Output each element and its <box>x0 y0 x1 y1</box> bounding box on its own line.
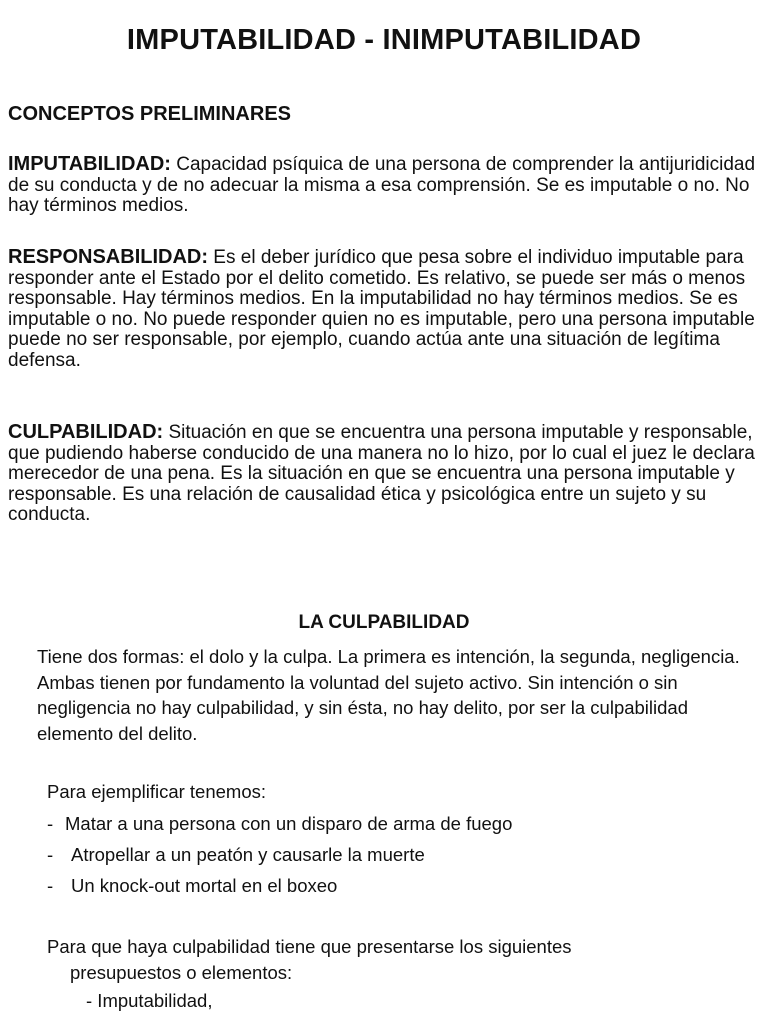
culpabilidad-paragraph: Tiene dos formas: el dolo y la culpa. La primera es intención, la segunda, negligencia. Ambas tienen por fundamento la voluntad del sujeto activo. Sin intención o sin negligencia no hay culpabilidad, y sin ésta, no hay delito, por ser la culpabilidad elemento del delito. <box>37 646 740 745</box>
list-item <box>47 812 512 843</box>
document-title: IMPUTABILIDAD - INIMPUTABILIDAD <box>126 24 642 56</box>
definition-term: CULPABILIDAD: <box>8 421 164 443</box>
requirements-intro <box>47 934 747 985</box>
definition-text: Situación en que se encuentra una persona imputable y responsable, que pudiendo haberse conducido de una manera no lo hizo, por lo cual el juez le declara merecedor de una pena. Es la situación en que se encuentra una persona imputable y responsable. Es una relación de causalidad ética y psicológica entre un sujeto y su conducta. <box>8 422 755 526</box>
definition-responsabilidad <box>8 247 760 372</box>
dash-bullet: - <box>47 844 54 865</box>
examples-intro: Para ejemplificar tenemos: <box>47 781 267 802</box>
definition-term: IMPUTABILIDAD: <box>8 153 171 175</box>
definition-term: RESPONSABILIDAD: <box>8 246 209 268</box>
list-item <box>47 843 512 874</box>
requirement-item: - Imputabilidad, <box>86 990 213 1011</box>
example-text: Atropellar a un peatón y causarle la muerte <box>71 844 425 865</box>
culpabilidad-heading: LA CULPABILIDAD <box>298 612 470 633</box>
list-item <box>47 874 512 905</box>
definition-culpabilidad <box>8 422 760 526</box>
examples-list <box>47 812 512 905</box>
preliminary-concepts-heading: CONCEPTOS PRELIMINARES <box>8 103 291 125</box>
definition-text: Capacidad psíquica de una persona de comprender la antijuridicidad de su conducta y de no adecuar la misma a esa comprensión. Se es imputable o no. No hay términos medios. <box>8 154 756 217</box>
requirements-intro-line1: Para que haya culpabilidad tiene que presentarse los siguientes <box>47 936 572 957</box>
example-text: Un knock-out mortal en el boxeo <box>71 875 338 896</box>
dash-bullet: - <box>47 813 54 834</box>
definition-imputabilidad <box>8 154 760 217</box>
definition-text: Es el deber jurídico que pesa sobre el individuo imputable para responder ante el Estado por el delito cometido. Es relativo, se puede ser más o menos responsable. Hay términos medios. En la imputabilidad no hay términos medios. Se es imputable o no. No puede responder quien no es imputable, pero una persona imputable puede no ser responsable, por ejemplo, cuando actúa ante una situación de legítima defensa. <box>8 247 755 371</box>
requirements-intro-line2: presupuestos o elementos: <box>70 961 293 983</box>
example-text: Matar a una persona con un disparo de arma de fuego <box>65 813 513 834</box>
dash-bullet: - <box>47 875 54 896</box>
